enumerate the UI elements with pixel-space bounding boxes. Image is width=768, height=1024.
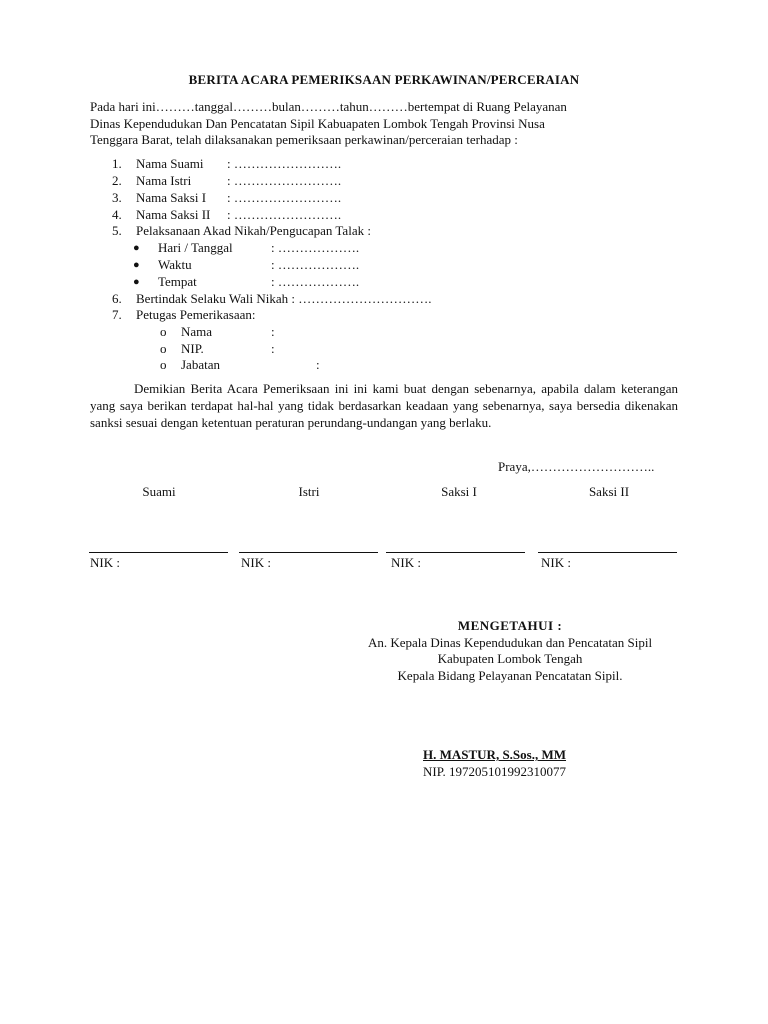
signer-block [423, 747, 566, 780]
sub-item-label: Waktu [158, 257, 192, 272]
sub-item-value: : ………………. [271, 240, 360, 255]
circle-bullet-icon: o [160, 341, 167, 356]
acknowledgement-line-2: Kabupaten Lombok Tengah [437, 651, 583, 666]
sub-item-value: : ………………. [271, 257, 360, 272]
bullet-icon: ● [133, 242, 140, 254]
acknowledgement-line-3: Kepala Bidang Pelayanan Pencatatan Sipil. [397, 667, 623, 683]
acknowledgement-line-1: An. Kepala Dinas Kependudukan dan Pencatatan Sipil [367, 634, 653, 650]
signatory-role-saksi-2: Saksi II [588, 484, 630, 499]
intro-line-3: Tenggara Barat, telah dilaksanakan pemeriksaan perkawinan/perceraian terhadap : [90, 132, 518, 147]
nik-label: NIK : [391, 555, 421, 570]
nik-label: NIK : [90, 555, 120, 570]
bullet-icon: ● [133, 276, 140, 288]
item-number: 6. [112, 291, 122, 306]
bullet-icon: ● [133, 259, 140, 271]
signature-line [538, 552, 677, 553]
item-label: Nama Saksi II [136, 207, 211, 222]
circle-bullet-icon: o [160, 357, 167, 372]
item-value: : ……………………. [227, 190, 342, 205]
item-label: Nama Suami [136, 156, 204, 171]
signer-nip: NIP. 197205101992310077 [423, 763, 567, 779]
item-number: 4. [112, 207, 122, 222]
item-number: 5. [112, 223, 122, 238]
item-number: 2. [112, 173, 122, 188]
officer-label: Jabatan [181, 357, 220, 372]
signatory-role-saksi-1: Saksi I [441, 484, 477, 499]
document-title: BERITA ACARA PEMERIKSAAN PERKAWINAN/PERCERAIAN [188, 72, 580, 87]
acknowledgement-block [330, 618, 690, 684]
signature-line [89, 552, 228, 553]
sub-item-label: Tempat [158, 274, 197, 289]
signatory-role-suami: Suami [142, 484, 176, 499]
signer-name: H. MASTUR, S.Sos., MM [423, 747, 567, 762]
officer-colon: : [316, 357, 320, 372]
item-label: Nama Saksi I [136, 190, 207, 205]
item-label: Nama Istri [136, 173, 192, 188]
item-label: Pelaksanaan Akad Nikah/Pengucapan Talak : [136, 223, 371, 238]
intro-line-1: Pada hari ini………tanggal………bulan………tahun………bertempat di Ruang Pelayanan [90, 99, 567, 114]
item-label: Petugas Pemerikasaan: [136, 307, 256, 322]
circle-bullet-icon: o [160, 324, 167, 339]
item-value: : ……………………. [227, 207, 342, 222]
intro-line-2: Dinas Kependudukan Dan Pencatatan Sipil Kabuapaten Lombok Tengah Provinsi Nusa [90, 115, 545, 131]
item-value: : ……………………. [227, 173, 342, 188]
nik-label: NIK : [241, 555, 271, 570]
item-number: 3. [112, 190, 122, 205]
item-label: Bertindak Selaku Wali Nikah : …………………………. [136, 291, 432, 306]
item-number: 7. [112, 307, 122, 322]
signatory-role-istri: Istri [298, 484, 320, 499]
signature-line [386, 552, 525, 553]
nik-label: NIK : [541, 555, 571, 570]
acknowledgement-heading: MENGETAHUI : [457, 618, 563, 633]
officer-label: Nama [181, 324, 213, 339]
officer-colon: : [271, 324, 275, 339]
signature-line [239, 552, 378, 553]
item-value: : ……………………. [227, 156, 342, 171]
sub-item-value: : ………………. [271, 274, 360, 289]
place-date: Praya,……………………….. [498, 459, 655, 474]
officer-label: NIP. [181, 341, 204, 356]
officer-colon: : [271, 341, 275, 356]
intro-paragraph [90, 99, 650, 149]
item-number: 1. [112, 156, 122, 171]
sub-item-label: Hari / Tanggal [158, 240, 233, 255]
closing-paragraph: Demikian Berita Acara Pemeriksaan ini ini kami buat dengan sebenarnya, apabila dalam keterangan yang saya berikan terdapat hal-hal yang tidak berdasarkan keadaan yang sebenarnya, saya bersedia dikenakan sanksi sesuai dengan ketentuan peraturan perundang-undangan yang berlaku. [90, 381, 678, 430]
